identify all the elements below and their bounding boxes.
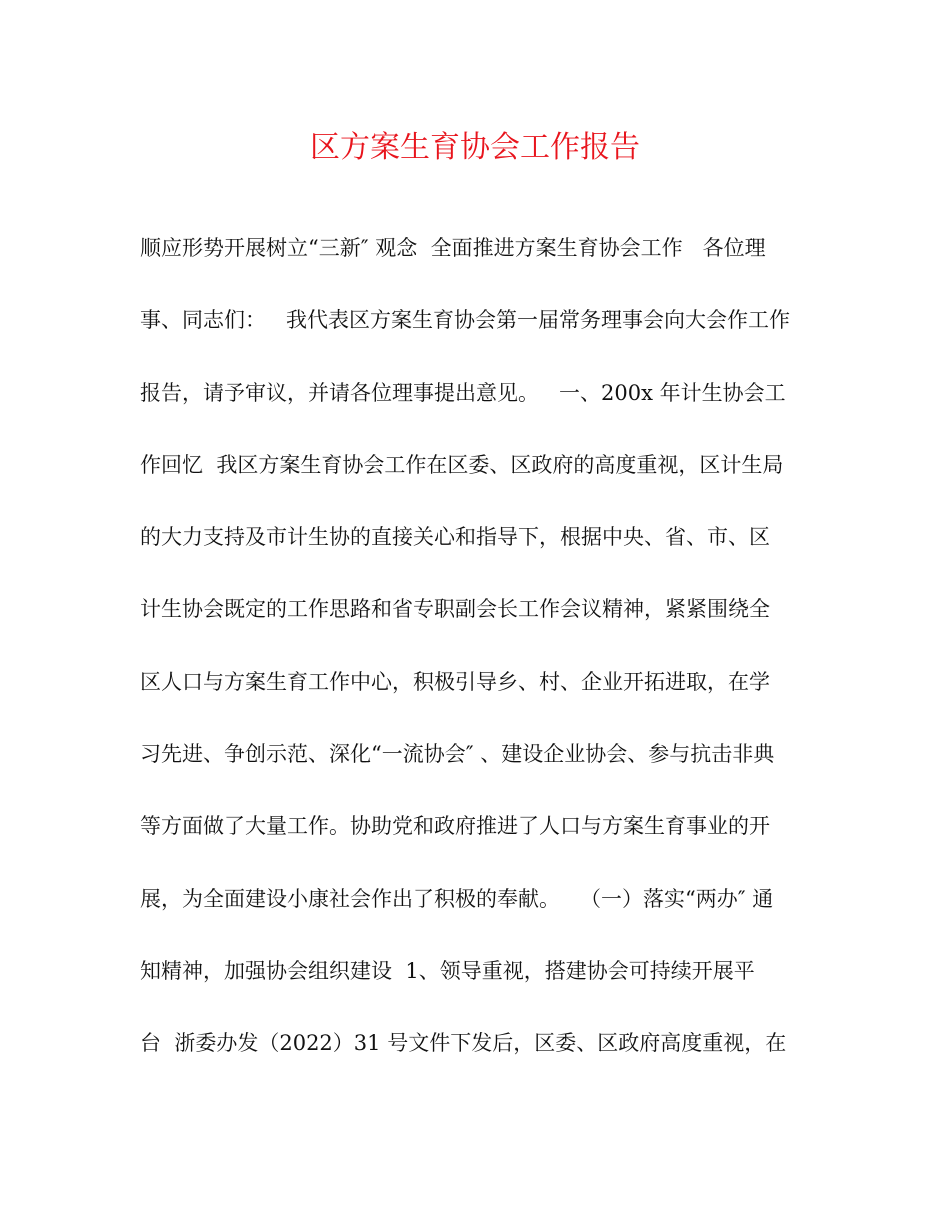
- body-line: 区人口与方案生育工作中心，积极引导乡、村、企业开拓进取，在学: [140, 669, 770, 694]
- body-line: 顺应形势开展树立“三新″ 观念 全面推进方案生育协会工作 各位理: [140, 236, 766, 260]
- body-line: 台 浙委办发（2022）31 号文件下发后，区委、区政府高度重视，在: [140, 1031, 787, 1056]
- body-line: 事、同志们： 我代表区方案生育协会第一届常务理事会向大会作工作: [140, 308, 791, 333]
- body-line: 展，为全面建设小康社会作出了积极的奉献。 （一）落实“两办″ 通: [140, 886, 774, 911]
- body-line: 的大力支持及市计生协的直接关心和指导下，根据中央、省、市、区: [140, 525, 770, 550]
- document-title: 区方案生育协会工作报告: [310, 130, 640, 165]
- body-line: 等方面做了大量工作。协助党和政府推进了人口与方案生育事业的开: [140, 814, 770, 839]
- body-line: 计生协会既定的工作思路和省专职副会长工作会议精神，紧紧围绕全: [140, 597, 770, 622]
- body-line: 知精神，加强协会组织建设 1、领导重视，搭建协会可持续开展平: [140, 958, 755, 983]
- body-line: 报告，请予审议，并请各位理事提出意见。 一、200x 年计生协会工: [140, 380, 786, 405]
- document-body: [140, 226, 820, 1094]
- body-line: 作回忆 我区方案生育协会工作在区委、区政府的高度重视，区计生局: [140, 452, 784, 477]
- body-line: 习先进、争创示范、深化“一流协会″ 、建设企业协会、参与抗击非典: [140, 742, 775, 767]
